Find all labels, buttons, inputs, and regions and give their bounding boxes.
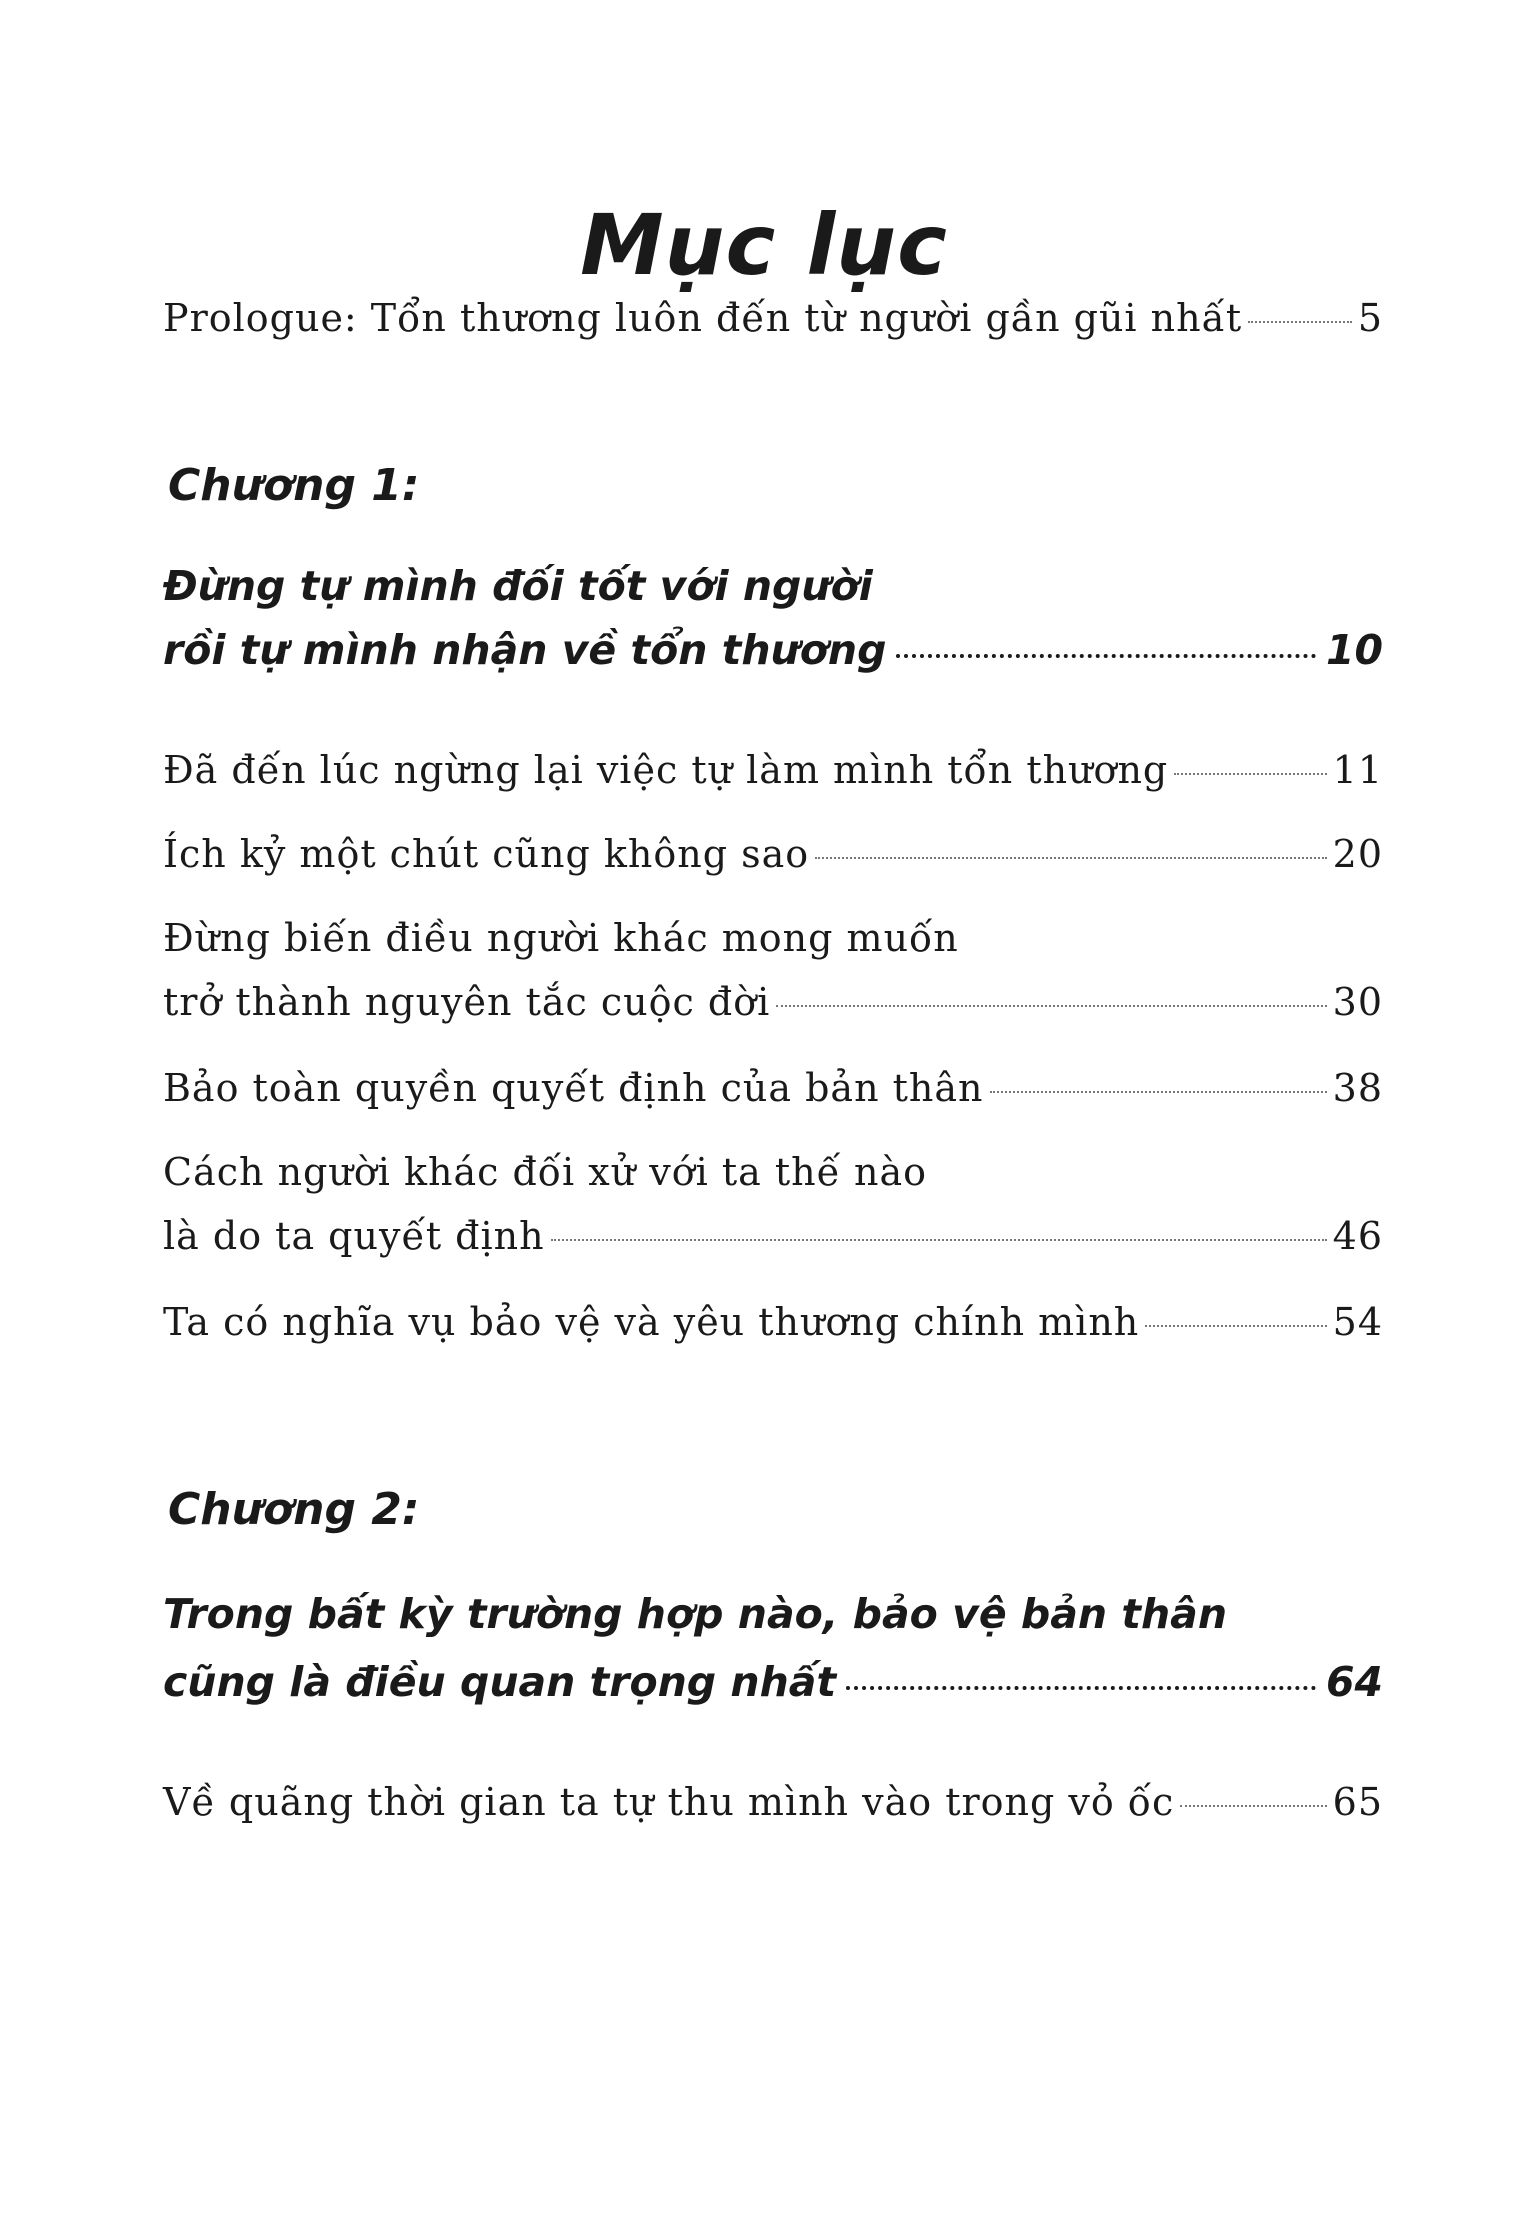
entry-text: là do ta quyết định <box>163 1214 545 1258</box>
toc-entry[interactable] <box>163 1066 1383 1110</box>
toc-entry[interactable] <box>163 980 1383 1024</box>
entry-text: trở thành nguyên tắc cuộc đời <box>163 980 771 1024</box>
entry-text-line1: Đừng biến điều người khác mong muốn <box>163 916 959 960</box>
chapter-title-line2: rồi tự mình nhận về tổn thương <box>163 626 887 674</box>
toc-entry[interactable] <box>163 1214 1383 1258</box>
dot-leader <box>990 1091 1327 1093</box>
dot-leader <box>1180 1805 1326 1807</box>
entry-text-line1: Cách người khác đối xử với ta thế nào <box>163 1150 928 1194</box>
toc-entry[interactable] <box>163 832 1383 876</box>
entry-text: Ta có nghĩa vụ bảo vệ và yêu thương chính mình <box>163 1300 1140 1344</box>
dot-leader <box>896 654 1316 658</box>
entry-text: Đã đến lúc ngừng lại việc tự làm mình tổn thương <box>163 748 1169 792</box>
chapter-title-line2: cũng là điều quan trọng nhất <box>163 1658 837 1706</box>
dot-leader <box>1145 1325 1326 1327</box>
chapter-page-number: 10 <box>1325 626 1383 674</box>
chapter-page-number: 64 <box>1325 1658 1383 1706</box>
chapter-label: Chương 2: <box>168 1484 420 1535</box>
entry-page-number: 11 <box>1332 748 1383 792</box>
dot-leader <box>846 1686 1316 1690</box>
entry-text: Bảo toàn quyền quyết định của bản thân <box>163 1066 984 1110</box>
dot-leader <box>551 1239 1327 1241</box>
entry-text: Prologue: Tổn thương luôn đến từ người gần gũi nhất <box>163 296 1243 340</box>
entry-text: Về quãng thời gian ta tự thu mình vào trong vỏ ốc <box>163 1780 1175 1824</box>
dot-leader <box>815 857 1326 859</box>
toc-chapter-2[interactable] <box>163 1658 1383 1706</box>
entry-page-number: 54 <box>1332 1300 1383 1344</box>
toc-entry[interactable] <box>163 1780 1383 1824</box>
chapter-title-line1: Trong bất kỳ trường hợp nào, bảo vệ bản thân <box>163 1590 1228 1638</box>
entry-text: Ích kỷ một chút cũng không sao <box>163 832 810 876</box>
toc-entry-prologue[interactable] <box>163 296 1383 340</box>
entry-page-number: 38 <box>1332 1066 1383 1110</box>
entry-page-number: 30 <box>1332 980 1383 1024</box>
toc-entry[interactable] <box>163 748 1383 792</box>
dot-leader <box>776 1005 1326 1007</box>
toc-entry[interactable] <box>163 1300 1383 1344</box>
page-title: Mục lục <box>580 196 948 294</box>
toc-chapter-1[interactable] <box>163 626 1383 674</box>
entry-page-number: 5 <box>1357 296 1383 340</box>
entry-page-number: 46 <box>1332 1214 1383 1258</box>
chapter-title-line1: Đừng tự mình đối tốt với người <box>163 562 873 610</box>
entry-page-number: 65 <box>1332 1780 1383 1824</box>
dot-leader <box>1174 773 1326 775</box>
dot-leader <box>1248 321 1352 323</box>
entry-page-number: 20 <box>1332 832 1383 876</box>
chapter-label: Chương 1: <box>168 460 420 511</box>
